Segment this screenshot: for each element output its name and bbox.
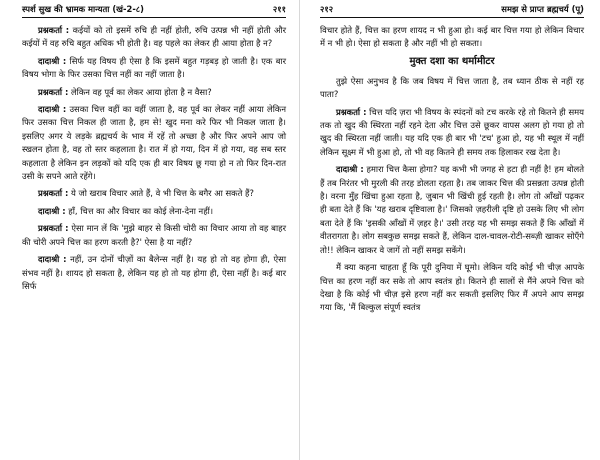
speaker-label: प्रश्नकर्ता : [38, 25, 70, 35]
dialogue-text: ये जो खराब विचार आते हैं, वे भी चित्त के बगैर आ सकते हैं? [68, 188, 254, 199]
left-page-body [22, 24, 286, 293]
speaker-label: दादाश्री : [38, 55, 67, 66]
dialogue-text: कईयों को तो इसमें रुचि ही नहीं होती, रुचि उत्पन्न भी नहीं होती और कईयों में वह रुचि बहुत अधिक भी होती है। वह पहले का लेकर ही आया होता है न? [22, 25, 286, 49]
dialogue-paragraph [22, 222, 286, 249]
dialogue-text: मैं क्या कहना चाहता हूँ कि पूरी दुनिया में घूमो। लेकिन यदि कोई भी चीज़ आपके चित्त का हरण नहीं कर सके तो आप स्वतंत्र हो। कितने ही सालों से मैंने अपने चित्त को देखा है कि कोई भी चीज़ इसे हरण नहीं कर सकती इसलिए फिर मैं अपने आप समझ गया कि, 'मैं बिल्कुल संपूर्ण स्वतंत्र [320, 262, 584, 313]
dialogue-paragraph [320, 163, 584, 257]
dialogue-paragraph [22, 86, 286, 99]
right-header-rule [320, 17, 584, 18]
speaker-label: प्रश्नकर्ता : [38, 86, 69, 97]
speaker-label: दादाश्री : [38, 104, 67, 115]
dialogue-paragraph [22, 205, 286, 218]
left-page-number: २११ [272, 4, 286, 14]
right-header-title: समझ से प्राप्त ब्रह्मचर्य (पू) [501, 4, 584, 14]
dialogue-paragraph [22, 187, 286, 200]
dialogue-paragraph [22, 55, 286, 82]
right-top-paragraph: विचार होते हैं, चित्त का हरण शायद न भी हुआ हो। कई बार चित्त गया हो लेकिन विचार में न भी हो। ऐसा हो सकता है और नहीं भी हो सकता। [320, 25, 584, 49]
speaker-label: प्रश्नकर्ता : [336, 106, 367, 117]
dialogue-text: ऐसा मान लें कि 'मुझे बाहर से किसी चोरी का विचार आया तो वह बाहर की चोरी अपने चित्त का हरण करती है?' ऐसा है या नहीं? [22, 223, 286, 247]
speaker-label: दादाश्री : [38, 205, 66, 216]
dialogue-paragraph [22, 253, 286, 293]
dialogue-paragraph [320, 261, 584, 315]
speaker-label: प्रश्नकर्ता : [38, 188, 69, 199]
dialogue-text: हाँ, चित्त का और विचार का कोई लेना-देना नहीं। [65, 205, 213, 216]
speaker-label: प्रश्नकर्ता : [38, 223, 69, 234]
left-header-rule [22, 17, 286, 18]
right-page-header [320, 3, 584, 15]
speaker-label: दादाश्री : [38, 254, 67, 265]
dialogue-text: नहीं, उन दोनों चीज़ों का बैलेन्स नहीं है। यह हो तो वह होगा ही, ऐसा संभव नहीं है। शायद हो सकता है, लेकिन यह हो तो यह होगा ही, ऐसा नहीं है। कई बार सिर्फ [22, 254, 286, 291]
dialogue-paragraph [22, 24, 286, 51]
dialogue-text: हमारा चित्त कैसा होगा? यह कभी भी जगह से हटा ही नहीं है! हम बोलते हैं तब निरंतर भी मुरली की तरह डोलता रहता है। तब जाकर चित्त की प्रसन्नता उत्पन्न होती है। वरना मुँह खिंचा हुआ रहता है, जुबान भी खिंची हुई रहती है। लोग तो आँखों पढ़कर ही बता देते हैं कि 'यह खराब दृष्टिवाला है।' जिसको ज़हरीली दृष्टि हो उसके लिए भी लोग बता देते हैं कि 'इसकी आँखों में ज़हर है।' उसी तरह यह भी समझ सकते हैं कि आँखों में वीतरागता है। लोग सबकुछ समझ सकते हैं, लेकिन दाल-चावल-रोटी-सब्ज़ी खाकर सोएँगे तो!! लेकिन खाकर वे जागें तो नहीं समझ सकेंगे। [320, 164, 584, 255]
right-intro-paragraph: तुझे ऐसा अनुभव है कि जब विषय में चित्त जाता है, तब ध्यान ठीक से नहीं रह पाता? [320, 75, 584, 100]
section-title: मुक्त दशा का थर्मामीटर [409, 55, 495, 67]
dialogue-paragraph [320, 106, 584, 160]
left-header-title: स्पर्श सुख की भ्रामक मान्यता (खं-2-८) [22, 4, 144, 14]
dialogue-text: चित्त यदि ज़रा भी विषय के स्पंदनों को टच करके रहे तो कितने ही समय तक तो खुद की स्थिरता नहीं रहने देता और चित्त उसे छूकर वापस अलग हो गया हो तो खुद की स्थिरता नहीं जाती। यह यदि एक ही बार भी 'टच' हुआ हो, यह भी स्थूल में नहीं लेकिन सूक्ष्म में भी हुआ हो, तो भी वह कितने ही समय तक हिलाकर रख देता है। [320, 106, 584, 157]
left-page-header [22, 3, 286, 15]
dialogue-text: उसका चित्त वहीं का वहीं जाता है, वह पूर्व का लेकर नहीं आया लेकिन फिर उसका चित्त निकल ही जाता है, हम से! खुद मना करे फिर भी निकल जाता है। इसलिए अगर ये लड़के ब्रह्मचर्य के भाव में रहें तो अच्छा है और फिर अपने आप जो स्खलन होता है, वह तो स्तर कहलाता है। रात में हो गया, दिन में हो गया, वह सब स्तर कहलाता है लेकिन इन लड़कों को यदि एक ही बार विषय छू गया हो न तो फिर दिन-रात उसी के सपने आते रहेंगे। [22, 104, 286, 182]
dialogue-paragraph [22, 103, 286, 183]
dialogue-text: सिर्फ यह विषय ही ऐसा है कि इसमें बहुत गड़बड़ हो जाती है। एक बार विषय भोगा के फिर उसका चित्त नहीं का नहीं जाता है। [22, 55, 287, 80]
speaker-label: दादाश्री : [336, 164, 364, 175]
dialogue-text: लेकिन वह पूर्व का लेकर आया होता है न वैसा? [68, 86, 212, 97]
right-page [300, 0, 600, 460]
right-page-number: २१२ [320, 4, 334, 14]
right-page-body [320, 106, 584, 315]
